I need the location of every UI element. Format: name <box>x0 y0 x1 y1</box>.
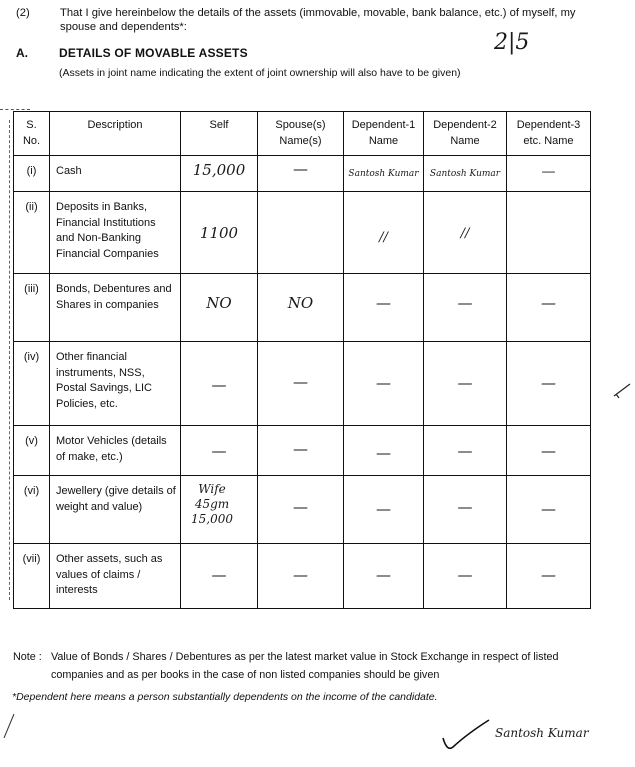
handwritten-value: — <box>457 566 473 584</box>
cell-dependent-1 <box>344 274 424 342</box>
handwritten-value: — <box>376 444 391 462</box>
note-text: Value of Bonds / Shares / Debentures as per the latest market value in Stock Exchange in respect of listed companies and as per books in the case of non listed companies should be given <box>51 651 559 681</box>
cell-spouse <box>258 156 344 192</box>
note-label: Note : <box>13 651 42 663</box>
header-sno: S. No. <box>14 112 50 156</box>
row-sno: (vi) <box>14 476 50 544</box>
cell-self <box>181 426 258 476</box>
handwritten-value: // <box>379 230 388 245</box>
handwritten-value: NO <box>287 294 314 312</box>
cell-dependent-2 <box>424 476 507 544</box>
cell-spouse <box>258 426 344 476</box>
header-description: Description <box>50 112 181 156</box>
cell-dependent-3 <box>507 192 591 274</box>
row-description: Motor Vehicles (details of make, etc.) <box>50 426 181 476</box>
handwritten-value: — <box>457 498 473 516</box>
table-row <box>14 426 591 476</box>
header-dependent-3: Dependent-3 etc. Name <box>507 112 591 156</box>
table-row <box>14 476 591 544</box>
handwritten-value: 15,000 <box>192 161 246 179</box>
cell-dependent-2 <box>424 544 507 609</box>
handwritten-value: — <box>457 442 473 460</box>
row-sno: (iv) <box>14 342 50 426</box>
cell-self <box>181 192 258 274</box>
scan-edge-line <box>0 109 30 110</box>
handwritten-value: — <box>376 294 391 312</box>
handwritten-value: — <box>211 376 227 394</box>
cell-dependent-2 <box>424 274 507 342</box>
cell-dependent-1 <box>344 156 424 192</box>
handwritten-value: 1100 <box>199 224 239 242</box>
handwritten-value: Santosh Kumar <box>348 169 419 179</box>
row-description: Cash <box>50 156 181 192</box>
cell-self <box>181 274 258 342</box>
header-dependent-2: Dependent-2 Name <box>424 112 507 156</box>
handwritten-value: — <box>293 373 308 391</box>
cell-self <box>181 156 258 192</box>
cell-spouse <box>258 192 344 274</box>
handwritten-value: — <box>541 164 556 180</box>
movable-assets-table <box>13 111 591 609</box>
signature-stroke <box>437 714 497 754</box>
cell-dependent-3 <box>507 156 591 192</box>
section-title: DETAILS OF MOVABLE ASSETS <box>59 46 248 60</box>
handwritten-value: // <box>460 226 470 241</box>
cell-dependent-1 <box>344 192 424 274</box>
row-sno: (vii) <box>14 544 50 609</box>
row-sno: (iii) <box>14 274 50 342</box>
handwritten-value: — <box>541 374 556 392</box>
cell-dependent-1 <box>344 544 424 609</box>
cell-spouse <box>258 342 344 426</box>
cell-dependent-2 <box>424 192 507 274</box>
page-marker: 2|5 <box>494 30 530 55</box>
signature: Santosh Kumar <box>495 726 589 740</box>
table-row <box>14 544 591 609</box>
section-letter: A. <box>16 46 28 60</box>
row-sno: (v) <box>14 426 50 476</box>
cell-dependent-3 <box>507 342 591 426</box>
header-dependent-1: Dependent-1 Name <box>344 112 424 156</box>
scan-edge-line <box>9 120 10 600</box>
cell-spouse <box>258 476 344 544</box>
handwritten-value: — <box>541 566 556 584</box>
handwritten-value: — <box>293 160 308 178</box>
cell-self <box>181 476 258 544</box>
pen-mark <box>2 712 16 742</box>
cell-dependent-3 <box>507 476 591 544</box>
table-row <box>14 156 591 192</box>
handwritten-value: — <box>376 500 391 518</box>
table-row <box>14 192 591 274</box>
handwritten-value: — <box>293 566 308 584</box>
cell-dependent-2 <box>424 342 507 426</box>
handwritten-value: — <box>541 442 556 460</box>
cell-dependent-1 <box>344 342 424 426</box>
header-spouse: Spouse(s) Name(s) <box>258 112 344 156</box>
cell-self <box>181 544 258 609</box>
row-description: Bonds, Debentures and Shares in companies <box>50 274 181 342</box>
table-row <box>14 342 591 426</box>
handwritten-value: — <box>293 498 308 516</box>
cell-dependent-3 <box>507 544 591 609</box>
row-sno: (ii) <box>14 192 50 274</box>
handwritten-value: Wife 45gm 15,000 <box>191 482 233 526</box>
handwritten-value: — <box>211 566 227 584</box>
cell-dependent-1 <box>344 476 424 544</box>
handwritten-value: — <box>457 374 473 392</box>
row-description: Other assets, such as values of claims / interests <box>50 544 181 609</box>
handwritten-value: — <box>376 374 391 392</box>
handwritten-value: NO <box>206 294 232 312</box>
row-sno: (i) <box>14 156 50 192</box>
cell-self <box>181 342 258 426</box>
cell-dependent-3 <box>507 426 591 476</box>
row-description: Jewellery (give details of weight and value) <box>50 476 181 544</box>
handwritten-value: — <box>541 500 556 518</box>
cell-dependent-2 <box>424 156 507 192</box>
cell-spouse <box>258 274 344 342</box>
row-description: Deposits in Banks, Financial Institutions and Non-Banking Financial Companies <box>50 192 181 274</box>
cell-dependent-3 <box>507 274 591 342</box>
handwritten-value: Santosh Kumar <box>429 169 501 179</box>
row-description: Other financial instruments, NSS, Postal Savings, LIC Policies, etc. <box>50 342 181 426</box>
item-number: (2) <box>16 7 30 19</box>
cell-spouse <box>258 544 344 609</box>
handwritten-value: — <box>211 442 227 460</box>
intro-text: That I give hereinbelow the details of the assets (immovable, movable, bank balance, etc.) of myself, my spouse and dependents*: <box>60 7 576 33</box>
header-self: Self <box>181 112 258 156</box>
section-subtitle: (Assets in joint name indicating the extent of joint ownership will also have to be given) <box>59 67 461 79</box>
handwritten-value: — <box>293 440 308 458</box>
footnote: *Dependent here means a person substantially dependents on the income of the candidate. <box>12 691 438 703</box>
handwritten-value: — <box>457 294 473 312</box>
table-row <box>14 274 591 342</box>
cell-dependent-1 <box>344 426 424 476</box>
handwritten-value: — <box>541 294 556 312</box>
table-header-row <box>14 112 591 156</box>
cell-dependent-2 <box>424 426 507 476</box>
pen-mark <box>612 378 634 400</box>
handwritten-value: — <box>376 566 391 584</box>
